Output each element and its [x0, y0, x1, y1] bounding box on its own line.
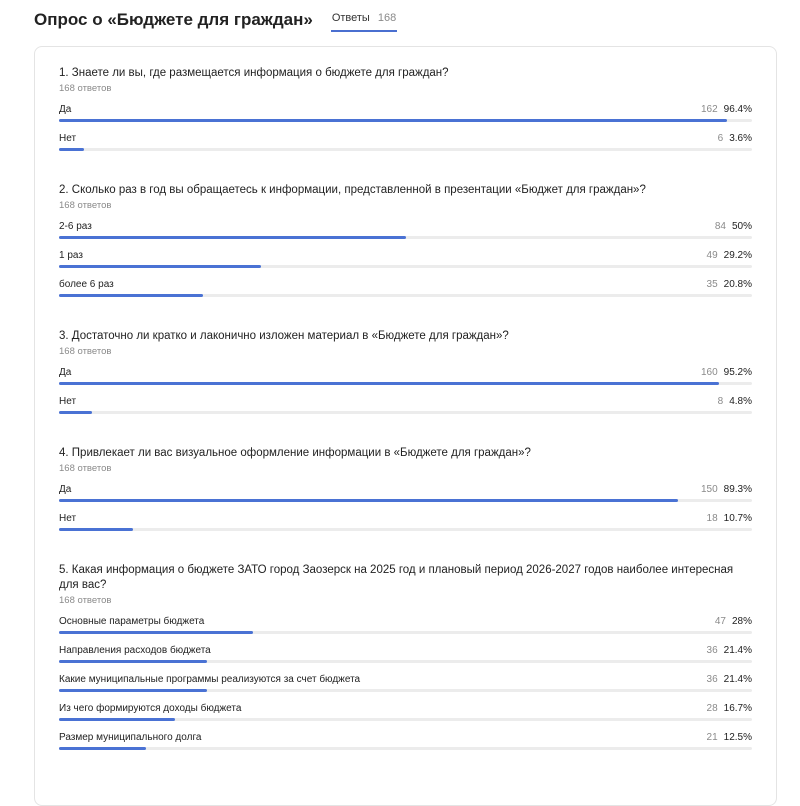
question-title: 4. Привлекает ли вас визуальное оформление информации в «Бюджете для граждан»?	[59, 447, 531, 459]
answer-percent: 89.3%	[723, 484, 752, 495]
question-1	[59, 66, 752, 158]
question-title: 3. Достаточно ли кратко и лаконично изложен материал в «Бюджете для граждан»?	[59, 330, 509, 342]
answer-bar-fill	[59, 499, 678, 502]
answer-count: 36	[706, 674, 718, 685]
answer-percent: 21.4%	[723, 645, 752, 656]
answer-bar-track	[59, 747, 752, 750]
answer-row	[59, 641, 752, 670]
answer-percent: 29.2%	[723, 250, 752, 261]
tab-answers[interactable]	[331, 12, 397, 32]
answer-bar-fill	[59, 148, 84, 151]
answer-percent: 16.7%	[723, 703, 752, 714]
answer-bar-fill	[59, 382, 719, 385]
question-5	[59, 563, 752, 757]
answer-count: 35	[706, 279, 718, 290]
answer-bar-track	[59, 148, 752, 151]
answer-bar-track	[59, 382, 752, 385]
answer-label: 2-6 раз	[59, 221, 92, 232]
answer-bar-fill	[59, 236, 406, 239]
answer-label: Да	[59, 367, 72, 378]
answer-percent: 12.5%	[723, 732, 752, 743]
question-responses-count: 168 ответов	[59, 595, 112, 606]
answer-count: 150	[700, 484, 718, 495]
answer-row	[59, 728, 752, 757]
answer-bar-track	[59, 294, 752, 297]
answer-bar-track	[59, 236, 752, 239]
question-3	[59, 329, 752, 421]
answer-label: Из чего формируются доходы бюджета	[59, 703, 242, 714]
page-title: Опрос о «Бюджете для граждан»	[34, 10, 313, 29]
answer-bar-fill	[59, 689, 207, 692]
answer-bar-fill	[59, 718, 175, 721]
question-2	[59, 183, 752, 304]
answer-label: Размер муниципального долга	[59, 732, 202, 743]
answer-label: Нет	[59, 513, 77, 524]
question-title: 5. Какая информация о бюджете ЗАТО город Заозерск на 2025 год и плановый период 2026-2027 годов наиболее интересная для вас?	[59, 564, 734, 591]
answer-row	[59, 392, 752, 421]
question-4	[59, 446, 752, 538]
answer-bar-fill	[59, 294, 203, 297]
answer-percent: 20.8%	[723, 279, 752, 290]
results-card	[34, 46, 777, 806]
answer-bar-fill	[59, 660, 207, 663]
tab-answers-count: 168	[377, 12, 397, 24]
answer-bar-fill	[59, 119, 727, 122]
answer-row	[59, 699, 752, 728]
tab-answers-label: Ответы	[331, 12, 370, 24]
answer-count: 6	[717, 133, 724, 144]
answer-count: 8	[717, 396, 724, 407]
answer-count: 21	[706, 732, 718, 743]
answer-row	[59, 129, 752, 158]
answer-bar-fill	[59, 265, 261, 268]
question-responses-count: 168 ответов	[59, 346, 112, 357]
answer-percent: 21.4%	[723, 674, 752, 685]
answer-percent: 10.7%	[723, 513, 752, 524]
question-title: 2. Сколько раз в год вы обращаетесь к информации, представленной в презентации «Бюджет для граждан»?	[59, 184, 646, 196]
answer-bar-track	[59, 528, 752, 531]
answer-row	[59, 100, 752, 129]
question-responses-count: 168 ответов	[59, 83, 112, 94]
answer-row	[59, 363, 752, 392]
answer-label: Направления расходов бюджета	[59, 645, 211, 656]
question-responses-count: 168 ответов	[59, 200, 112, 211]
answer-bar-track	[59, 411, 752, 414]
answer-count: 160	[700, 367, 718, 378]
answer-label: Какие муниципальные программы реализуются за счет бюджета	[59, 674, 361, 685]
answer-bar-fill	[59, 528, 133, 531]
answer-count: 84	[714, 221, 726, 232]
question-responses-count: 168 ответов	[59, 463, 112, 474]
answer-label: Нет	[59, 133, 77, 144]
answer-bar-track	[59, 265, 752, 268]
answer-count: 47	[714, 616, 726, 627]
page-header	[34, 0, 780, 40]
answer-percent: 28%	[731, 616, 752, 627]
answer-percent: 96.4%	[723, 104, 752, 115]
answer-percent: 3.6%	[729, 133, 752, 144]
answer-row	[59, 246, 752, 275]
answer-label: 1 раз	[59, 250, 83, 261]
answer-label: Нет	[59, 396, 77, 407]
answer-bar-fill	[59, 631, 253, 634]
answer-count: 49	[706, 250, 718, 261]
answer-bar-track	[59, 119, 752, 122]
answer-row	[59, 275, 752, 304]
answer-label: Основные параметры бюджета	[59, 616, 205, 627]
answer-row	[59, 670, 752, 699]
answer-bar-track	[59, 689, 752, 692]
answer-row	[59, 509, 752, 538]
question-title: 1. Знаете ли вы, где размещается информация о бюджете для граждан?	[59, 67, 449, 79]
answer-count: 36	[706, 645, 718, 656]
answer-percent: 50%	[731, 221, 752, 232]
answer-bar-track	[59, 499, 752, 502]
answer-bar-fill	[59, 747, 146, 750]
answer-row	[59, 480, 752, 509]
answer-count: 28	[706, 703, 718, 714]
answer-bar-track	[59, 660, 752, 663]
answer-count: 18	[706, 513, 718, 524]
answer-bar-track	[59, 718, 752, 721]
answer-label: более 6 раз	[59, 279, 114, 290]
answer-row	[59, 217, 752, 246]
answer-bar-fill	[59, 411, 92, 414]
answer-percent: 95.2%	[723, 367, 752, 378]
answer-label: Да	[59, 104, 72, 115]
answer-percent: 4.8%	[729, 396, 752, 407]
answer-row	[59, 612, 752, 641]
answer-bar-track	[59, 631, 752, 634]
answer-count: 162	[700, 104, 718, 115]
answer-label: Да	[59, 484, 72, 495]
